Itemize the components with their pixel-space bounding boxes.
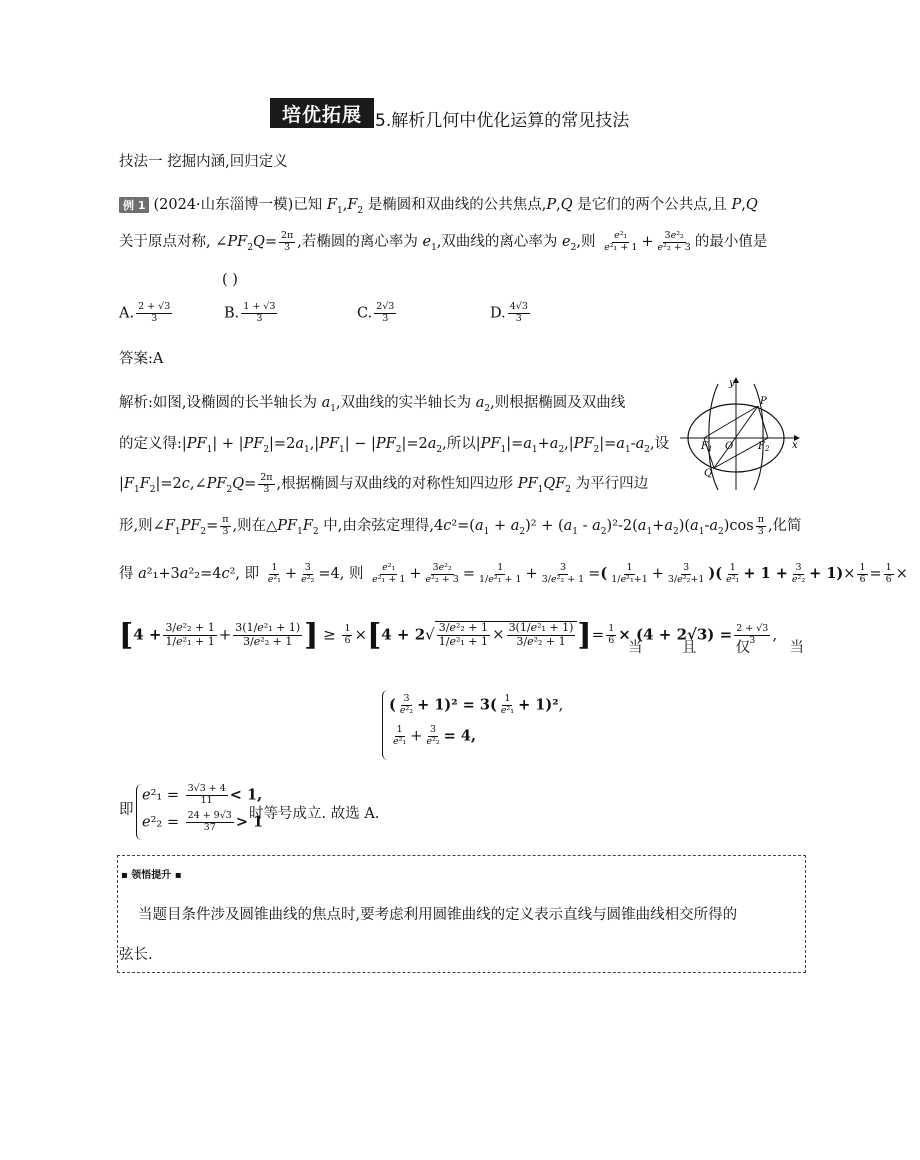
- example-source: (2024·山东淄博一模): [153, 197, 294, 213]
- tip-heading: ▪ 领悟提升 ▪: [121, 870, 182, 881]
- answer-blank: ( ): [222, 272, 238, 288]
- label-q: Q: [704, 468, 713, 479]
- label-o: O: [725, 441, 734, 452]
- example-text: 关于原点对称,: [119, 234, 211, 250]
- option-c: C. $\frac{2√3}{3}$: [357, 301, 395, 324]
- section-title: 5.解析几何中优化运算的常见技法: [375, 111, 630, 131]
- label-x: x: [792, 440, 798, 451]
- segment-pf1: [704, 406, 758, 438]
- option-a: A. $\frac{2 + √3}{3}$: [119, 301, 171, 324]
- solution-line-1: 解析:如图,设椭圆的长半轴长为 $a_1$,双曲线的实半轴长为 $a_2$,则根据椭圆及双曲线: [119, 395, 626, 414]
- example-text: 的最小值是: [694, 234, 768, 250]
- solution-line-2: 的定义得$:|PF_1| + |PF_2|=2a_1,|PF_1| - |PF_2|=2a_2$,所以$|PF_1|=a_1+a_2,|PF_2|=a_1-a_2$,设: [119, 436, 670, 455]
- solution-line-3: $|F_1F_2|=2c,\angle PF_2Q=$ $\frac{2\pi}{3}$ ,根据椭圆与双曲线的对称性知四边形 $PF_1QF_2$ 为平行四边: [119, 471, 649, 495]
- example-text: ,双曲线的离心率为: [436, 234, 558, 250]
- ellipse-hyperbola-figure: [676, 376, 800, 492]
- example-line-2: 关于原点对称, $\angle PF_2Q=$ $\frac{2\pi}{3}$ ,若椭圆的离心率为 $e_1$,双曲线的离心率为 $e_2$,则 $\frac{\text{e²₁}}{\text{e²₁ + 1}}$ + $\frac{\text{3e²₂}}{\text{e²₂ + 3}}$ 的最小值是: [119, 229, 768, 253]
- option-b: B. $\frac{1 + √3}{3}$: [224, 301, 276, 324]
- section-badge: 培优拓展: [270, 98, 374, 128]
- solution-line-5: 得 a²₁+3a²₂=4c², 即 $\frac{1}{\text{e²₁}}$ + $\frac{3}{\text{e²₂}}$ =4, 则 $\frac{\text{e²₁}}{\text{e²₁ + 1}}$ + $\frac{\text{3e²₂}}{\text{e²₂ + 3}}$ = $\frac{1}{\text{1/e²₁ + 1}}$ + $\frac{3}{\text{3/e²₂ + 1}}$ =( $\frac{1}{\text{1/e²₁+1}}$ + $\frac{3}{\text{3/e²₂+1}}$ )( $\frac{1}{\text{e²₁}}$ + 1 + $\frac{3}{\text{e²₂}}$ + 1)× $\frac{1}{6}$ = $\frac{1}{6}$ ×: [119, 561, 908, 585]
- example-text: ,则: [576, 234, 596, 250]
- option-d: D. $\frac{4√3}{3}$: [490, 301, 528, 324]
- label-f2: $F_2$: [758, 441, 770, 453]
- solution-line-6: [4 + $\frac{\text{3/e²₂ + 1}}{\text{1/e²₁ + 1}}$ + $\frac{\text{3(1/e²₁ + 1)}}{\text{3/e²₂ + 1}}$ ] ≥ $\frac{1}{6}$ ×[4 + 2√ $\frac{\text{3/e²₂ + 1}}{\text{1/e²₁ + 1}}$ × $\frac{\text{3(1/e²₁ + 1)}}{\text{3/e²₂ + 1}}$ ]= $\frac{1}{6}$ × (4 + 2√3) = $\frac{2 + √3}{3}$ ,: [119, 618, 778, 653]
- answer: 答案:A: [119, 351, 164, 367]
- label-p: P: [760, 396, 767, 407]
- example-text: 已知: [293, 197, 323, 213]
- example-line-1: 例 1 (2024·山东淄博一模)已知 $F_1,F_2$ 是椭圆和双曲线的公共焦点,P,Q 是它们的两个公共点,且 P,Q: [119, 193, 758, 216]
- label-f1: $F_1$: [701, 441, 713, 453]
- conclusion-prefix: 即: [119, 802, 134, 818]
- tip-line-1: 当题目条件涉及圆锥曲线的焦点时,要考虑利用圆锥曲线的定义表示直线与圆锥曲线相交所得的: [138, 907, 738, 923]
- label-y: y: [729, 378, 735, 389]
- tip-line-2: 弦长.: [119, 947, 153, 963]
- example-text: ,若椭圆的离心率为: [297, 234, 418, 250]
- example-text: 是它们的两个公共点,且: [577, 197, 727, 213]
- example-label: 例 1: [119, 197, 149, 213]
- method-heading: 技法一 挖掘内涵,回归定义: [119, 154, 288, 170]
- conclusion-system: e²₁ = $\frac{3√3 + 4}{11}$ < 1, e²₂ = $\frac{24 + 9√3}{37}$ > 1: [136, 784, 263, 840]
- equality-condition-system: ( $\frac{3}{\text{e²₂}}$ + 1)² = 3( $\frac{1}{\text{e²₁}}$ + 1)², $\frac{1}{\text{e²₁}}$ + $\frac{3}{\text{e²₂}}$ = 4,: [382, 690, 563, 760]
- solution-line-4: 形,则$\angle F_1PF_2=$ $\frac{\pi}{3}$ ,则在$\triangle PF_1F_2$ 中,由余弦定理得$,4c^2=(a_1 + a_2)^2 + (a_1 - a_2)^2-2(a_1+a_2)(a_1-a_2)\cos$ $\frac{\pi}{3}$ ,化简: [119, 513, 802, 537]
- example-text: 是椭圆和双曲线的公共焦点,: [367, 197, 547, 213]
- conclusion-text: 时等号成立. 故选 A.: [249, 806, 380, 822]
- only-when-text: 当 且 仅 当: [628, 640, 804, 656]
